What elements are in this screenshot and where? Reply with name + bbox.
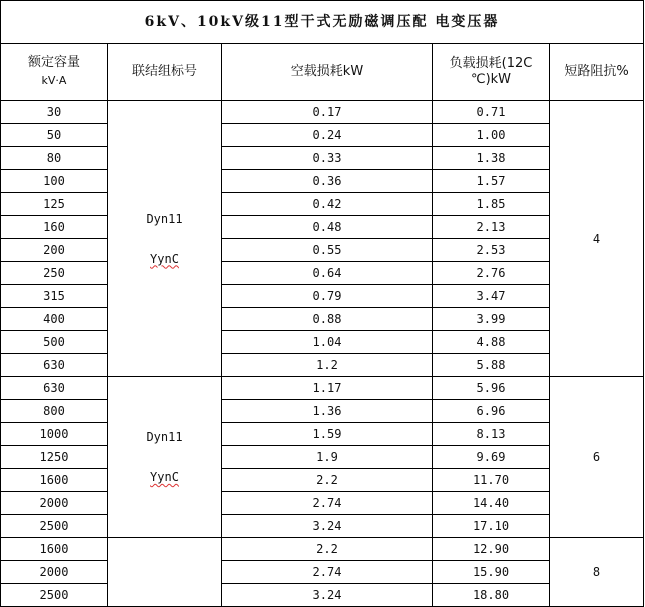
noload-loss-cell: 1.59 bbox=[222, 423, 433, 446]
noload-loss-cell: 0.88 bbox=[222, 308, 433, 331]
noload-loss-cell: 1.9 bbox=[222, 446, 433, 469]
table-row bbox=[1, 101, 644, 124]
capacity-cell: 160 bbox=[1, 216, 108, 239]
connection-label-secondary: YynC bbox=[150, 251, 179, 266]
noload-loss-cell: 3.24 bbox=[222, 515, 433, 538]
connection-label-primary: Dyn11 bbox=[146, 211, 183, 226]
noload-loss-cell: 0.36 bbox=[222, 170, 433, 193]
table-row bbox=[1, 515, 644, 538]
capacity-cell: 50 bbox=[1, 124, 108, 147]
capacity-cell: 2000 bbox=[1, 561, 108, 584]
header-noload-loss: 空载损耗kW bbox=[222, 44, 433, 101]
table-row bbox=[1, 124, 644, 147]
connection-group-cell bbox=[108, 538, 222, 607]
table-title: 6kV、10kV级11型干式无励磁调压配 电变压器 bbox=[1, 1, 644, 44]
load-loss-cell: 1.38 bbox=[433, 147, 550, 170]
header-load-loss bbox=[433, 44, 550, 101]
noload-loss-cell: 0.24 bbox=[222, 124, 433, 147]
table-row bbox=[1, 193, 644, 216]
load-loss-cell: 17.10 bbox=[433, 515, 550, 538]
noload-loss-cell: 0.79 bbox=[222, 285, 433, 308]
noload-loss-cell: 2.2 bbox=[222, 469, 433, 492]
header-load-loss-unit: ℃)kW bbox=[470, 72, 512, 87]
load-loss-cell: 3.47 bbox=[433, 285, 550, 308]
load-loss-cell: 2.53 bbox=[433, 239, 550, 262]
table-row bbox=[1, 492, 644, 515]
header-capacity bbox=[1, 44, 108, 101]
table-row bbox=[1, 400, 644, 423]
noload-loss-cell: 1.17 bbox=[222, 377, 433, 400]
load-loss-cell: 14.40 bbox=[433, 492, 550, 515]
table-row bbox=[1, 561, 644, 584]
noload-loss-cell: 0.33 bbox=[222, 147, 433, 170]
load-loss-cell: 1.00 bbox=[433, 124, 550, 147]
connection-group-cell bbox=[108, 377, 222, 538]
capacity-cell: 2000 bbox=[1, 492, 108, 515]
noload-loss-cell: 0.17 bbox=[222, 101, 433, 124]
table-row bbox=[1, 147, 644, 170]
impedance-group-cell: 6 bbox=[550, 377, 644, 538]
load-loss-cell: 1.85 bbox=[433, 193, 550, 216]
noload-loss-cell: 1.2 bbox=[222, 354, 433, 377]
connection-label-secondary: YynC bbox=[150, 470, 179, 484]
table-row bbox=[1, 584, 644, 607]
connection-label-primary: Dyn11 bbox=[146, 430, 183, 444]
table-row bbox=[1, 262, 644, 285]
impedance-group-cell: 8 bbox=[550, 538, 644, 607]
table-row bbox=[1, 239, 644, 262]
table-row bbox=[1, 308, 644, 331]
table-body bbox=[1, 101, 644, 607]
capacity-cell: 250 bbox=[1, 262, 108, 285]
capacity-cell: 630 bbox=[1, 354, 108, 377]
load-loss-cell: 5.88 bbox=[433, 354, 550, 377]
capacity-cell: 500 bbox=[1, 331, 108, 354]
table-row bbox=[1, 170, 644, 193]
capacity-cell: 200 bbox=[1, 239, 108, 262]
load-loss-cell: 11.70 bbox=[433, 469, 550, 492]
load-loss-cell: 3.99 bbox=[433, 308, 550, 331]
capacity-cell: 100 bbox=[1, 170, 108, 193]
header-capacity-unit: kV·A bbox=[41, 74, 67, 87]
table-row bbox=[1, 446, 644, 469]
noload-loss-cell: 1.04 bbox=[222, 331, 433, 354]
load-loss-cell: 1.57 bbox=[433, 170, 550, 193]
header-capacity-label: 额定容量 bbox=[27, 55, 80, 70]
capacity-cell: 800 bbox=[1, 400, 108, 423]
header-impedance: 短路阻抗% bbox=[550, 44, 644, 101]
capacity-cell: 315 bbox=[1, 285, 108, 308]
table-row bbox=[1, 377, 644, 400]
load-loss-cell: 5.96 bbox=[433, 377, 550, 400]
capacity-cell: 80 bbox=[1, 147, 108, 170]
capacity-cell: 1000 bbox=[1, 423, 108, 446]
load-loss-cell: 6.96 bbox=[433, 400, 550, 423]
noload-loss-cell: 2.74 bbox=[222, 492, 433, 515]
noload-loss-cell: 2.2 bbox=[222, 538, 433, 561]
table-row bbox=[1, 469, 644, 492]
table-row bbox=[1, 216, 644, 239]
noload-loss-cell: 0.42 bbox=[222, 193, 433, 216]
noload-loss-cell: 3.24 bbox=[222, 584, 433, 607]
load-loss-cell: 15.90 bbox=[433, 561, 550, 584]
capacity-cell: 30 bbox=[1, 101, 108, 124]
capacity-cell: 1600 bbox=[1, 469, 108, 492]
noload-loss-cell: 0.55 bbox=[222, 239, 433, 262]
table-row bbox=[1, 285, 644, 308]
noload-loss-cell: 0.64 bbox=[222, 262, 433, 285]
table-row bbox=[1, 423, 644, 446]
header-load-loss-label: 负载损耗(12C bbox=[449, 56, 533, 71]
load-loss-cell: 4.88 bbox=[433, 331, 550, 354]
load-loss-cell: 8.13 bbox=[433, 423, 550, 446]
noload-loss-cell: 2.74 bbox=[222, 561, 433, 584]
capacity-cell: 400 bbox=[1, 308, 108, 331]
capacity-cell: 630 bbox=[1, 377, 108, 400]
load-loss-cell: 9.69 bbox=[433, 446, 550, 469]
load-loss-cell: 2.13 bbox=[433, 216, 550, 239]
load-loss-cell: 2.76 bbox=[433, 262, 550, 285]
connection-group-cell bbox=[108, 101, 222, 377]
table-row bbox=[1, 354, 644, 377]
table-row bbox=[1, 331, 644, 354]
capacity-cell: 2500 bbox=[1, 515, 108, 538]
load-loss-cell: 12.90 bbox=[433, 538, 550, 561]
noload-loss-cell: 1.36 bbox=[222, 400, 433, 423]
capacity-cell: 1250 bbox=[1, 446, 108, 469]
table-row bbox=[1, 538, 644, 561]
capacity-cell: 1600 bbox=[1, 538, 108, 561]
load-loss-cell: 18.80 bbox=[433, 584, 550, 607]
impedance-group-cell: 4 bbox=[550, 101, 644, 377]
capacity-cell: 125 bbox=[1, 193, 108, 216]
capacity-cell: 2500 bbox=[1, 584, 108, 607]
header-connection: 联结组标号 bbox=[108, 44, 222, 101]
noload-loss-cell: 0.48 bbox=[222, 216, 433, 239]
load-loss-cell: 0.71 bbox=[433, 101, 550, 124]
